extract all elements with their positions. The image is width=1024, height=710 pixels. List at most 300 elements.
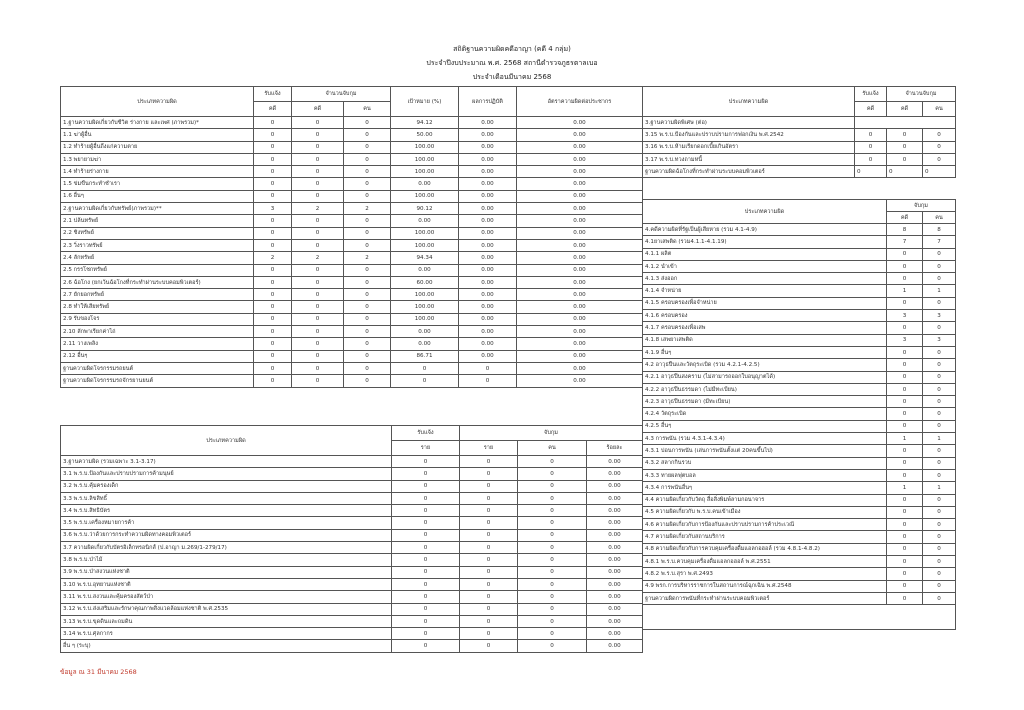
row-arrested-cases: 0 xyxy=(292,153,344,165)
row-performance: 0.00 xyxy=(459,289,517,301)
row-reported-cases: 0 xyxy=(254,190,292,202)
row-label: 4.1.5 ครอบครองเพื่อจำหน่าย xyxy=(643,297,887,309)
row-label: 4.1.3 ส่งออก xyxy=(643,273,887,285)
header-arrested: จำนวนจับกุม xyxy=(887,87,956,102)
row-arrested-persons: 0 xyxy=(344,338,391,350)
right-bottom-body xyxy=(643,224,956,605)
row-arrested-persons: 0 xyxy=(518,591,587,603)
row-arrested-persons: 0 xyxy=(344,362,391,374)
row-arrested-items: 0 xyxy=(460,492,518,504)
row-reported-cases: 0 xyxy=(254,178,292,190)
row-arrested-persons: 7 xyxy=(923,236,956,248)
row-arrested-persons: 0 xyxy=(923,141,956,153)
row-label: ฐานความผิดโจรกรรมรถจักรยานยนต์ xyxy=(61,375,254,387)
row-arrested-persons: 0 xyxy=(923,297,956,309)
row-arrested-items: 0 xyxy=(460,542,518,554)
row-arrested-items: 0 xyxy=(460,468,518,480)
header-arrested: จำนวนจับกุม xyxy=(292,87,391,102)
section-label: 3.ฐานความผิดพิเศษ (ต่อ) xyxy=(643,117,855,129)
row-label: 4.8 ความผิดเกี่ยวกับการควบคุมเครื่องดื่มแอลกอฮอล์ (รวม 4.8.1-4.8.2) xyxy=(643,543,887,555)
row-reported-cases: 0 xyxy=(855,129,887,141)
row-arrested-cases: 0 xyxy=(292,289,344,301)
row-label: 3.15 พ.ร.บ.ป้องกันและปราบปรามการฟอกเงิน พ.ศ.2542 xyxy=(643,129,855,141)
header-reported: รับแจ้ง xyxy=(254,87,292,102)
row-label: 3.16 พ.ร.บ.ห้ามเรียกดอกเบี้ยเกินอัตรา xyxy=(643,141,855,153)
row-arrested-persons: 3 xyxy=(923,334,956,346)
row-arrested-cases: 0 xyxy=(887,346,923,358)
row-rate: 0.00 xyxy=(517,362,643,374)
row-label: 3.14 พ.ร.บ.ศุลกากร xyxy=(61,628,392,640)
row-target: 0.00 xyxy=(391,215,459,227)
row-arrested-cases: 0 xyxy=(887,519,923,531)
row-arrested-persons: 0 xyxy=(344,129,391,141)
row-label: 2.8 ทำให้เสียทรัพย์ xyxy=(61,301,254,313)
row-arrested-items: 0 xyxy=(460,578,518,590)
row-arrested-cases: 0 xyxy=(887,273,923,285)
table-row xyxy=(61,301,643,313)
table-row xyxy=(61,615,643,627)
table-row xyxy=(643,273,956,285)
row-label: 3.3 พ.ร.บ.ลิขสิทธิ์ xyxy=(61,492,392,504)
row-rate: 0.00 xyxy=(517,117,643,129)
row-label: 4.3.4 การพนันอื่นๆ xyxy=(643,482,887,494)
row-arrested-cases: 0 xyxy=(887,506,923,518)
row-arrested-persons: 0 xyxy=(923,445,956,457)
row-arrested-items: 0 xyxy=(460,480,518,492)
row-arrested-items: 0 xyxy=(460,628,518,640)
row-label: 4.1.9 อื่นๆ xyxy=(643,346,887,358)
row-arrested-cases: 0 xyxy=(292,313,344,325)
row-arrested-items: 0 xyxy=(460,615,518,627)
row-label: 2.11 วางเพลิง xyxy=(61,338,254,350)
row-target: 0 xyxy=(391,375,459,387)
table-row xyxy=(643,346,956,358)
header-arrested-persons: คน xyxy=(923,102,956,117)
row-label: 3.17 พ.ร.บ.ทวงถามหนี้ xyxy=(643,153,855,165)
header-arrested-cases: คดี xyxy=(887,212,923,224)
row-arrested-persons: 0 xyxy=(518,640,587,652)
row-arrested-persons: 1 xyxy=(923,285,956,297)
row-performance: 0.00 xyxy=(459,338,517,350)
row-arrested-persons: 0 xyxy=(923,153,956,165)
row-arrested-persons: 0 xyxy=(923,506,956,518)
row-arrested-cases: 0 xyxy=(292,129,344,141)
table-row xyxy=(643,568,956,580)
row-arrested-items: 0 xyxy=(460,591,518,603)
row-reported-items: 0 xyxy=(392,628,460,640)
row-reported-cases: 0 xyxy=(254,301,292,313)
row-reported-cases: 0 xyxy=(254,264,292,276)
row-target: 100.00 xyxy=(391,141,459,153)
row-arrested-cases: 0 xyxy=(887,359,923,371)
row-performance: 0.00 xyxy=(459,190,517,202)
row-arrested-items: 0 xyxy=(460,505,518,517)
row-arrested-persons: 0 xyxy=(344,153,391,165)
row-percent: 0.00 xyxy=(587,640,643,652)
row-reported-cases: 0 xyxy=(254,215,292,227)
header-crime-type: ประเภทความผิด xyxy=(643,200,887,224)
row-arrested-cases: 0 xyxy=(887,592,923,604)
row-reported-cases: 0 xyxy=(254,350,292,362)
row-arrested-cases: 0 xyxy=(887,580,923,592)
row-label: 3.1 พ.ร.บ.ป้องกันและปราบปรามการค้ามนุษย์ xyxy=(61,468,392,480)
fraud-computer-row xyxy=(643,166,956,178)
row-reported-cases: 3 xyxy=(254,203,292,215)
table-row xyxy=(643,383,956,395)
row-reported-cases: 0 xyxy=(254,276,292,288)
header-reported-cases: คดี xyxy=(254,102,292,117)
table-row xyxy=(643,224,956,236)
row-label: 4.3.3 ทายผลฟุตบอล xyxy=(643,469,887,481)
row-arrested-persons: 0 xyxy=(518,578,587,590)
row-arrested-items: 0 xyxy=(460,603,518,615)
table-row xyxy=(643,531,956,543)
row-label: ฐานความผิดการพนันที่กระทำผ่านระบบคอมพิวเตอร์ xyxy=(643,592,887,604)
right-top-body xyxy=(643,129,956,166)
table-row xyxy=(643,519,956,531)
row-reported-cases: 0 xyxy=(254,239,292,251)
row-percent: 0.00 xyxy=(587,542,643,554)
row-arrested-persons: 0 xyxy=(923,396,956,408)
row-arrested-cases: 1 xyxy=(887,482,923,494)
row-performance: 0.00 xyxy=(459,129,517,141)
row-arrested-cases: 0 xyxy=(887,543,923,555)
table-row xyxy=(61,591,643,603)
row-rate: 0.00 xyxy=(517,375,643,387)
row-reported-cases: 0 xyxy=(254,289,292,301)
row-rate: 0.00 xyxy=(517,141,643,153)
row-label: 3.12 พ.ร.บ.ส่งเสริมและรักษาคุณภาพสิ่งแวดล้อมแห่งชาติ พ.ศ.2535 xyxy=(61,603,392,615)
row-arrested-cases: 0 xyxy=(887,260,923,272)
special-laws-continued-table xyxy=(642,86,956,178)
row-target: 94.12 xyxy=(391,117,459,129)
row-arrested-cases: 3 xyxy=(887,334,923,346)
row-reported-cases: 0 xyxy=(855,141,887,153)
row-arrested-persons: 0 xyxy=(518,529,587,541)
table-row xyxy=(61,203,643,215)
header-arrested-persons: คน xyxy=(344,102,391,117)
row-label: 3.ฐานความผิด (รวมเฉพาะ 3.1-3.17) xyxy=(61,456,392,468)
row-label: 4.8.1 พ.ร.บ.ควบคุมเครื่องดื่มแอลกอฮอล์ พ.ศ.2551 xyxy=(643,556,887,568)
row-arrested-cases: 0 xyxy=(887,141,923,153)
header-crime-type: ประเภทความผิด xyxy=(61,87,254,117)
row-label: 4.7 ความผิดเกี่ยวกับสถานบริการ xyxy=(643,531,887,543)
row-arrested-persons: 0 xyxy=(923,457,956,469)
row-label: ฐานความผิดฉ้อโกงที่กระทำผ่านระบบคอมพิวเตอร์ xyxy=(643,166,855,178)
row-target: 0.00 xyxy=(391,338,459,350)
row-arrested-cases: 0 xyxy=(292,326,344,338)
row-arrested-persons: 0 xyxy=(518,456,587,468)
row-label: 3.9 พ.ร.บ.ป่าสงวนแห่งชาติ xyxy=(61,566,392,578)
row-arrested-persons: 0 xyxy=(923,531,956,543)
row-label: 3.10 พ.ร.บ.อุทยานแห่งชาติ xyxy=(61,578,392,590)
row-label: 4.1.4 จำหน่าย xyxy=(643,285,887,297)
row-percent: 0.00 xyxy=(587,615,643,627)
row-label: 2.2 ชิงทรัพย์ xyxy=(61,227,254,239)
table-row xyxy=(61,117,643,129)
row-arrested-items: 0 xyxy=(460,554,518,566)
row-arrested-persons: 0 xyxy=(923,371,956,383)
row-arrested-persons: 0 xyxy=(923,556,956,568)
row-reported-items: 0 xyxy=(392,505,460,517)
table-row xyxy=(643,494,956,506)
row-arrested-cases: 8 xyxy=(887,224,923,236)
row-arrested-persons: 0 xyxy=(518,468,587,480)
row-label: 3.4 พ.ร.บ.สิทธิบัตร xyxy=(61,505,392,517)
row-label: 3.13 พ.ร.บ.ขุดดินและถมดิน xyxy=(61,615,392,627)
row-arrested-persons: 0 xyxy=(518,505,587,517)
row-label: 4.1.1 ผลิต xyxy=(643,248,887,260)
row-target: 0 xyxy=(391,362,459,374)
row-reported-items: 0 xyxy=(392,615,460,627)
row-performance: 0.00 xyxy=(459,350,517,362)
row-arrested-cases: 0 xyxy=(292,338,344,350)
header-target: เป้าหมาย (%) xyxy=(391,87,459,117)
table-row xyxy=(643,543,956,555)
row-performance: 0.00 xyxy=(459,239,517,251)
row-target: 90.12 xyxy=(391,203,459,215)
row-rate: 0.00 xyxy=(517,313,643,325)
header-reported: รับแจ้ง xyxy=(392,426,460,441)
row-label: 4.2.3 อาวุธปืนธรรมดา (มีทะเบียน) xyxy=(643,396,887,408)
row-performance: 0.00 xyxy=(459,227,517,239)
row-label: 2.ฐานความผิดเกี่ยวกับทรัพย์(ภาพรวม)** xyxy=(61,203,254,215)
header-arrested-items: ราย xyxy=(460,441,518,456)
table-row xyxy=(61,239,643,251)
row-reported-cases: 0 xyxy=(254,338,292,350)
row-label: 2.4 ลักทรัพย์ xyxy=(61,252,254,264)
row-arrested-cases: 0 xyxy=(292,178,344,190)
row-arrested-persons: 0 xyxy=(344,141,391,153)
table-row xyxy=(61,529,643,541)
row-label: 2.12 อื่นๆ xyxy=(61,350,254,362)
row-arrested-persons: 0 xyxy=(923,322,956,334)
table-row xyxy=(61,362,643,374)
header-arrested: จับกุม xyxy=(460,426,643,441)
table-row xyxy=(643,580,956,592)
row-label: 2.9 รับของโจร xyxy=(61,313,254,325)
special-table-body xyxy=(61,456,643,653)
row-label: 4.3.2 สลากกินรวบ xyxy=(643,457,887,469)
row-label: 2.5 กรรโชกทรัพย์ xyxy=(61,264,254,276)
row-arrested-cases: 0 xyxy=(292,215,344,227)
row-arrested-cases: 0 xyxy=(887,420,923,432)
row-rate: 0.00 xyxy=(517,289,643,301)
row-arrested-persons: 0 xyxy=(518,628,587,640)
table-row xyxy=(643,285,956,297)
row-arrested-cases: 0 xyxy=(292,301,344,313)
row-arrested-cases: 0 xyxy=(292,117,344,129)
table-row xyxy=(643,482,956,494)
row-arrested-items: 0 xyxy=(460,640,518,652)
row-arrested-persons: 0 xyxy=(344,117,391,129)
table-row xyxy=(643,592,956,604)
row-performance: 0 xyxy=(459,362,517,374)
table-row xyxy=(61,252,643,264)
header-reported: รับแจ้ง xyxy=(855,87,887,102)
row-arrested-persons: 0 xyxy=(344,190,391,202)
row-performance: 0.00 xyxy=(459,203,517,215)
table-row xyxy=(61,603,643,615)
header-arrested-persons: คน xyxy=(923,212,956,224)
table-row xyxy=(643,153,956,165)
row-arrested-cases: 0 xyxy=(887,297,923,309)
row-arrested-persons: 0 xyxy=(518,542,587,554)
table-row xyxy=(643,420,956,432)
row-arrested-cases: 0 xyxy=(292,362,344,374)
table-row xyxy=(61,375,643,387)
row-arrested-cases: 0 xyxy=(887,531,923,543)
row-performance: 0.00 xyxy=(459,276,517,288)
row-rate: 0.00 xyxy=(517,190,643,202)
row-rate: 0.00 xyxy=(517,178,643,190)
row-label: 4.1.8 เสพยาเสพติด xyxy=(643,334,887,346)
table-row xyxy=(61,456,643,468)
row-target: 60.00 xyxy=(391,276,459,288)
table-row xyxy=(643,310,956,322)
row-arrested-persons: 0 xyxy=(923,568,956,580)
row-rate: 0.00 xyxy=(517,129,643,141)
table-row xyxy=(643,469,956,481)
row-percent: 0.00 xyxy=(587,603,643,615)
row-label: 1.2 ทำร้ายผู้อื่นถึงแก่ความตาย xyxy=(61,141,254,153)
row-arrested-cases: 0 xyxy=(887,248,923,260)
row-label: ฐานความผิดโจรกรรมรถยนต์ xyxy=(61,362,254,374)
table-row xyxy=(643,371,956,383)
header-rate: อัตราความผิดต่อประชากร xyxy=(517,87,643,117)
row-arrested-persons: 0 xyxy=(344,178,391,190)
row-arrested-persons: 0 xyxy=(518,615,587,627)
row-label: 2.1 ปล้นทรัพย์ xyxy=(61,215,254,227)
table-row xyxy=(61,517,643,529)
row-target: 100.00 xyxy=(391,239,459,251)
table-row xyxy=(643,236,956,248)
row-arrested-cases: 1 xyxy=(887,285,923,297)
table-row xyxy=(643,334,956,346)
row-reported-items: 0 xyxy=(392,591,460,603)
row-target: 0.00 xyxy=(391,264,459,276)
table-row xyxy=(61,628,643,640)
row-persons: 0 xyxy=(923,166,956,178)
row-arrested-persons: 0 xyxy=(923,260,956,272)
row-arrested-persons: 2 xyxy=(344,252,391,264)
row-label: 4.2.1 อาวุธปืนสงคราม (ไม่สามารถออกใบอนุญาตได้) xyxy=(643,371,887,383)
row-percent: 0.00 xyxy=(587,578,643,590)
table-row xyxy=(61,326,643,338)
special-laws-table xyxy=(60,425,643,653)
row-reported-items: 0 xyxy=(392,554,460,566)
table-row xyxy=(61,566,643,578)
header-reported-cases: คดี xyxy=(855,102,887,117)
row-arrested-persons: 0 xyxy=(344,227,391,239)
row-percent: 0.00 xyxy=(587,492,643,504)
row-percent: 0.00 xyxy=(587,505,643,517)
table-row xyxy=(643,457,956,469)
row-target: 100.00 xyxy=(391,227,459,239)
row-label: 3.5 พ.ร.บ.เครื่องหมายการค้า xyxy=(61,517,392,529)
row-performance: 0.00 xyxy=(459,215,517,227)
row-performance: 0.00 xyxy=(459,153,517,165)
table-row xyxy=(643,359,956,371)
row-reported-cases: 2 xyxy=(254,252,292,264)
row-rate: 0.00 xyxy=(517,153,643,165)
row-arrested-cases: 0 xyxy=(887,457,923,469)
report-period: ประจำเดือนมีนาคม 2568 xyxy=(472,73,552,81)
row-arrested-items: 0 xyxy=(460,566,518,578)
row-target: 94.34 xyxy=(391,252,459,264)
row-label: 4.1ยาเสพติด (รวม4.1.1-4.1.19) xyxy=(643,236,887,248)
row-target: 100.00 xyxy=(391,301,459,313)
row-percent: 0.00 xyxy=(587,566,643,578)
row-target: 100.00 xyxy=(391,289,459,301)
row-performance: 0 xyxy=(459,375,517,387)
table-row xyxy=(643,396,956,408)
row-reported-cases: 0 xyxy=(254,117,292,129)
row-rate: 0.00 xyxy=(517,252,643,264)
table-row xyxy=(643,322,956,334)
row-arrested-cases: 0 xyxy=(887,469,923,481)
row-reported-cases: 0 xyxy=(254,166,292,178)
table-row xyxy=(61,542,643,554)
data-as-of-note: ข้อมูล ณ 31 มีนาคม 2568 xyxy=(60,668,137,676)
row-rate: 0.00 xyxy=(517,338,643,350)
table-row xyxy=(61,190,643,202)
row-arrested-persons: 0 xyxy=(923,408,956,420)
row-arrested-cases: 0 xyxy=(292,141,344,153)
row-reported-cases: 0 xyxy=(254,362,292,374)
row-reported-cases: 0 xyxy=(254,129,292,141)
row-arrested-persons: 0 xyxy=(344,276,391,288)
row-arrested-persons: 0 xyxy=(344,289,391,301)
row-arrested-persons: 0 xyxy=(923,494,956,506)
row-rate: 0.00 xyxy=(517,239,643,251)
table-row xyxy=(643,556,956,568)
row-target: 100.00 xyxy=(391,313,459,325)
row-arrested-persons: 0 xyxy=(344,215,391,227)
table-row xyxy=(61,554,643,566)
row-percent: 0.00 xyxy=(587,628,643,640)
state-victim-crimes-table xyxy=(642,199,956,630)
table-row xyxy=(643,506,956,518)
row-rate: 0.00 xyxy=(517,350,643,362)
row-reported-items: 0 xyxy=(392,529,460,541)
row-arrested-persons: 0 xyxy=(344,239,391,251)
table-row xyxy=(643,433,956,445)
row-arrested-persons: 0 xyxy=(518,603,587,615)
row-reported-cases: 0 xyxy=(254,153,292,165)
row-arrested-persons: 0 xyxy=(923,469,956,481)
row-reported-cases: 0 xyxy=(254,313,292,325)
row-arrested-cases: 0 xyxy=(292,166,344,178)
row-reported-items: 0 xyxy=(392,566,460,578)
row-arrested-persons: 0 xyxy=(344,264,391,276)
table-row xyxy=(61,313,643,325)
row-arrested-persons: 0 xyxy=(923,273,956,285)
row-label: 1.6 อื่นๆ xyxy=(61,190,254,202)
row-reported-items: 0 xyxy=(392,640,460,652)
header-crime-type: ประเภทความผิด xyxy=(643,87,855,117)
row-arrested-persons: 0 xyxy=(923,346,956,358)
row-arrested-cases: 0 xyxy=(887,129,923,141)
table-row xyxy=(61,480,643,492)
row-rate: 0.00 xyxy=(517,326,643,338)
row-reported-cases: 0 xyxy=(254,227,292,239)
row-reported-cases: 0 xyxy=(254,375,292,387)
table-row xyxy=(643,141,956,153)
table-row xyxy=(61,640,643,652)
row-arrested-persons: 0 xyxy=(923,592,956,604)
row-rate: 0.00 xyxy=(517,301,643,313)
